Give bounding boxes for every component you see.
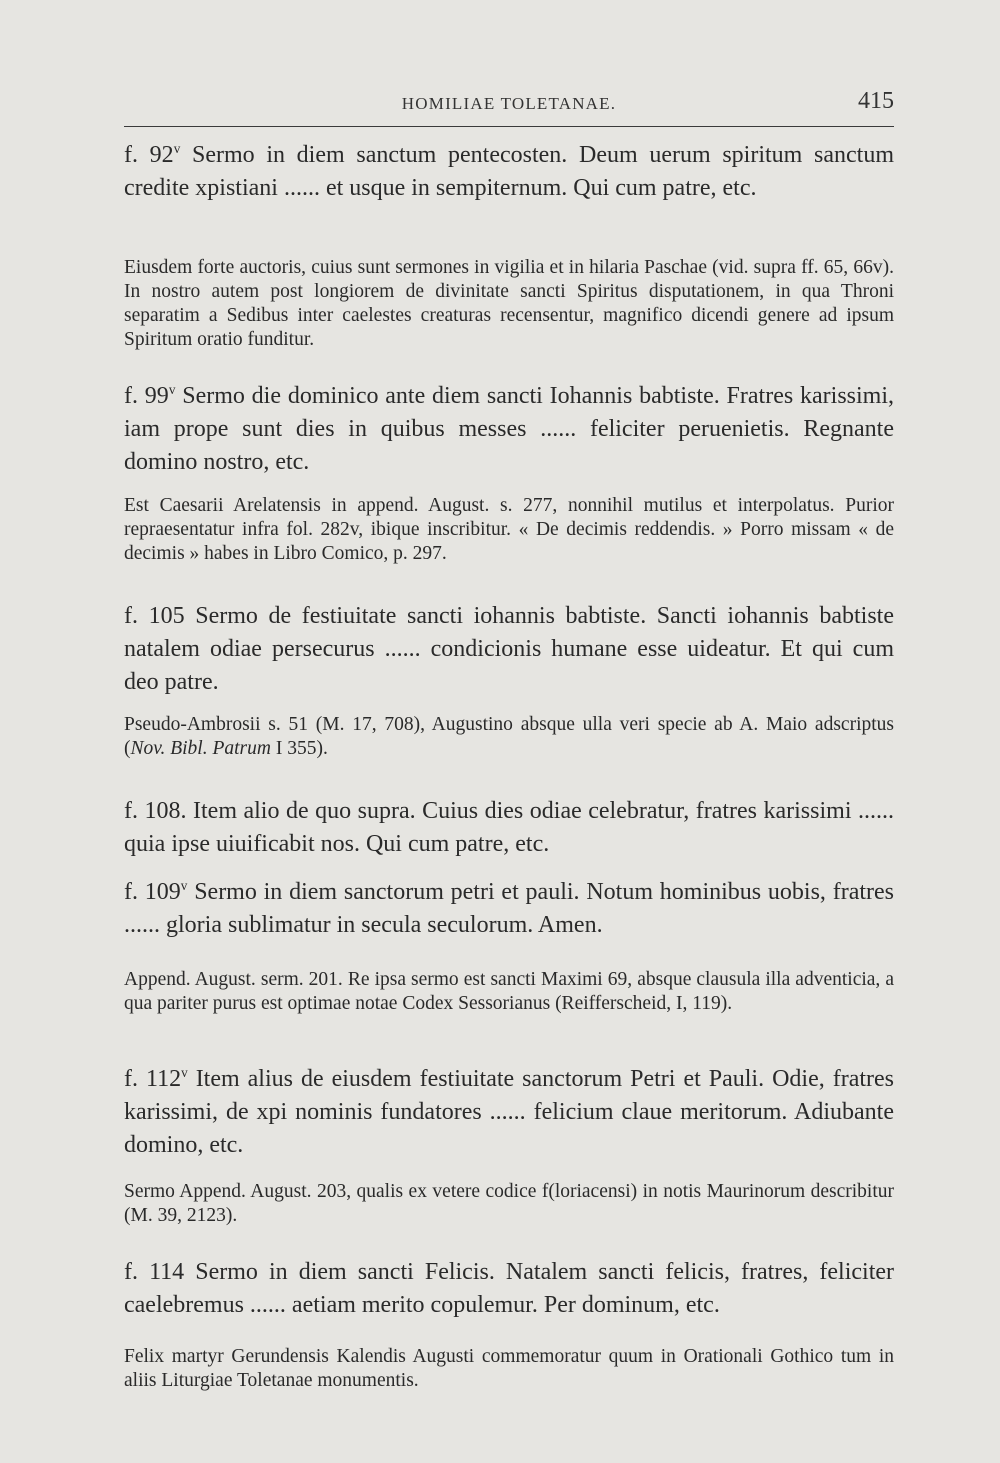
page-number: 415	[858, 88, 894, 114]
entry-f109v	[124, 876, 894, 942]
folio-ref: f. 112$^v$	[124, 1065, 188, 1092]
entry-text: Sermo in diem sancti Felicis. Natalem sancti felicis, fratres, feliciter caelebremus ...... aetiam merito copulemur. Per dominum, etc.	[124, 1259, 895, 1318]
note-f112v: Sermo Append. August. 203, qualis ex vetere codice f(loriacensi) in notis Maurinorum describitur (M. 39, 2123).	[124, 1181, 894, 1226]
running-title: HOMILIAE TOLETANAE.	[401, 94, 617, 113]
entry-text: Sermo die dominico ante diem sancti Iohannis babtiste. Fratres karissimi, iam prope sunt dies in quibus messes ...... feliciter peruenietis. Regnante domino nostro, etc.	[124, 383, 894, 475]
folio-ref: f. 114	[124, 1259, 185, 1285]
entry-f108	[124, 795, 894, 861]
entry-f114	[124, 1256, 894, 1322]
folio-ref: f. 108.	[124, 798, 187, 824]
entry-text: Sermo de festiuitate sancti iohannis babtiste. Sancti iohannis babtiste natalem odiae persecurus ...... condicionis humane esse uideatur. Et qui cum deo patre.	[124, 603, 894, 695]
note-f92v: Eiusdem forte auctoris, cuius sunt sermones in vigilia et in hilaria Paschae (vid. supra ff. 65, 66v). In nostro autem post longiorem de divinitate sancti Spiritus disputationem, in qua Throni separatim a Sedibus inter caelestes creaturas recensentur, magnifico dicendi genere ad ipsum Spiritum oratio funditur.	[124, 257, 894, 350]
folio-ref: f. 92$^v$	[124, 141, 181, 168]
entry-text: Item alius de eiusdem festiuitate sanctorum Petri et Pauli. Odie, fratres karissimi, de xpi nominis fundatores ...... felicium claue meritorum. Adiubante domino, etc.	[124, 1066, 895, 1158]
folio-ref: f. 99$^v$	[124, 382, 176, 409]
entry-text: Item alio de quo supra. Cuius dies odiae celebratur, fratres karissimi ...... quia ipse uiuificabit nos. Qui cum patre, etc.	[124, 798, 894, 857]
entry-f92v	[124, 139, 894, 205]
note-f114: Felix martyr Gerundensis Kalendis Augusti commemoratur quum in Orationali Gothico tum in aliis Liturgiae Toletanae monumentis.	[124, 1346, 894, 1391]
entry-text: Sermo in diem sanctorum petri et pauli. Notum hominibus uobis, fratres ...... gloria sublimatur in secula seculorum. Amen.	[124, 879, 895, 938]
entry-f105	[124, 600, 894, 699]
entry-text: Sermo in diem sanctum pentecosten. Deum uerum spiritum sanctum credite xpistiani ...... et usque in sempiternum. Qui cum patre, etc.	[124, 142, 894, 201]
note-f109v: Append. August. serm. 201. Re ipsa sermo est sancti Maximi 69, absque clausula illa adventicia, a qua pariter purus est optimae notae Codex Sessorianus (Reifferscheid, I, 119).	[124, 969, 894, 1014]
note-f99v: Est Caesarii Arelatensis in append. August. s. 277, nonnihil mutilus et interpolatus. Purior repraesentatur infra fol. 282v, ibique inscribitur. « De decimis reddendis. » Porro missam « de decimis » habes in Libro Comico, p. 297.	[124, 495, 894, 564]
folio-ref: f. 105	[124, 603, 185, 629]
folio-ref: f. 109$^v$	[124, 878, 188, 905]
entry-f112v	[124, 1063, 894, 1162]
page-header	[124, 86, 894, 127]
note-f105: Pseudo-Ambrosii s. 51 (M. 17, 708), Augustino absque ulla veri specie ab A. Maio adscriptus (Nov. Bibl. Patrum I 355).	[124, 714, 894, 759]
entry-f99v	[124, 380, 894, 479]
